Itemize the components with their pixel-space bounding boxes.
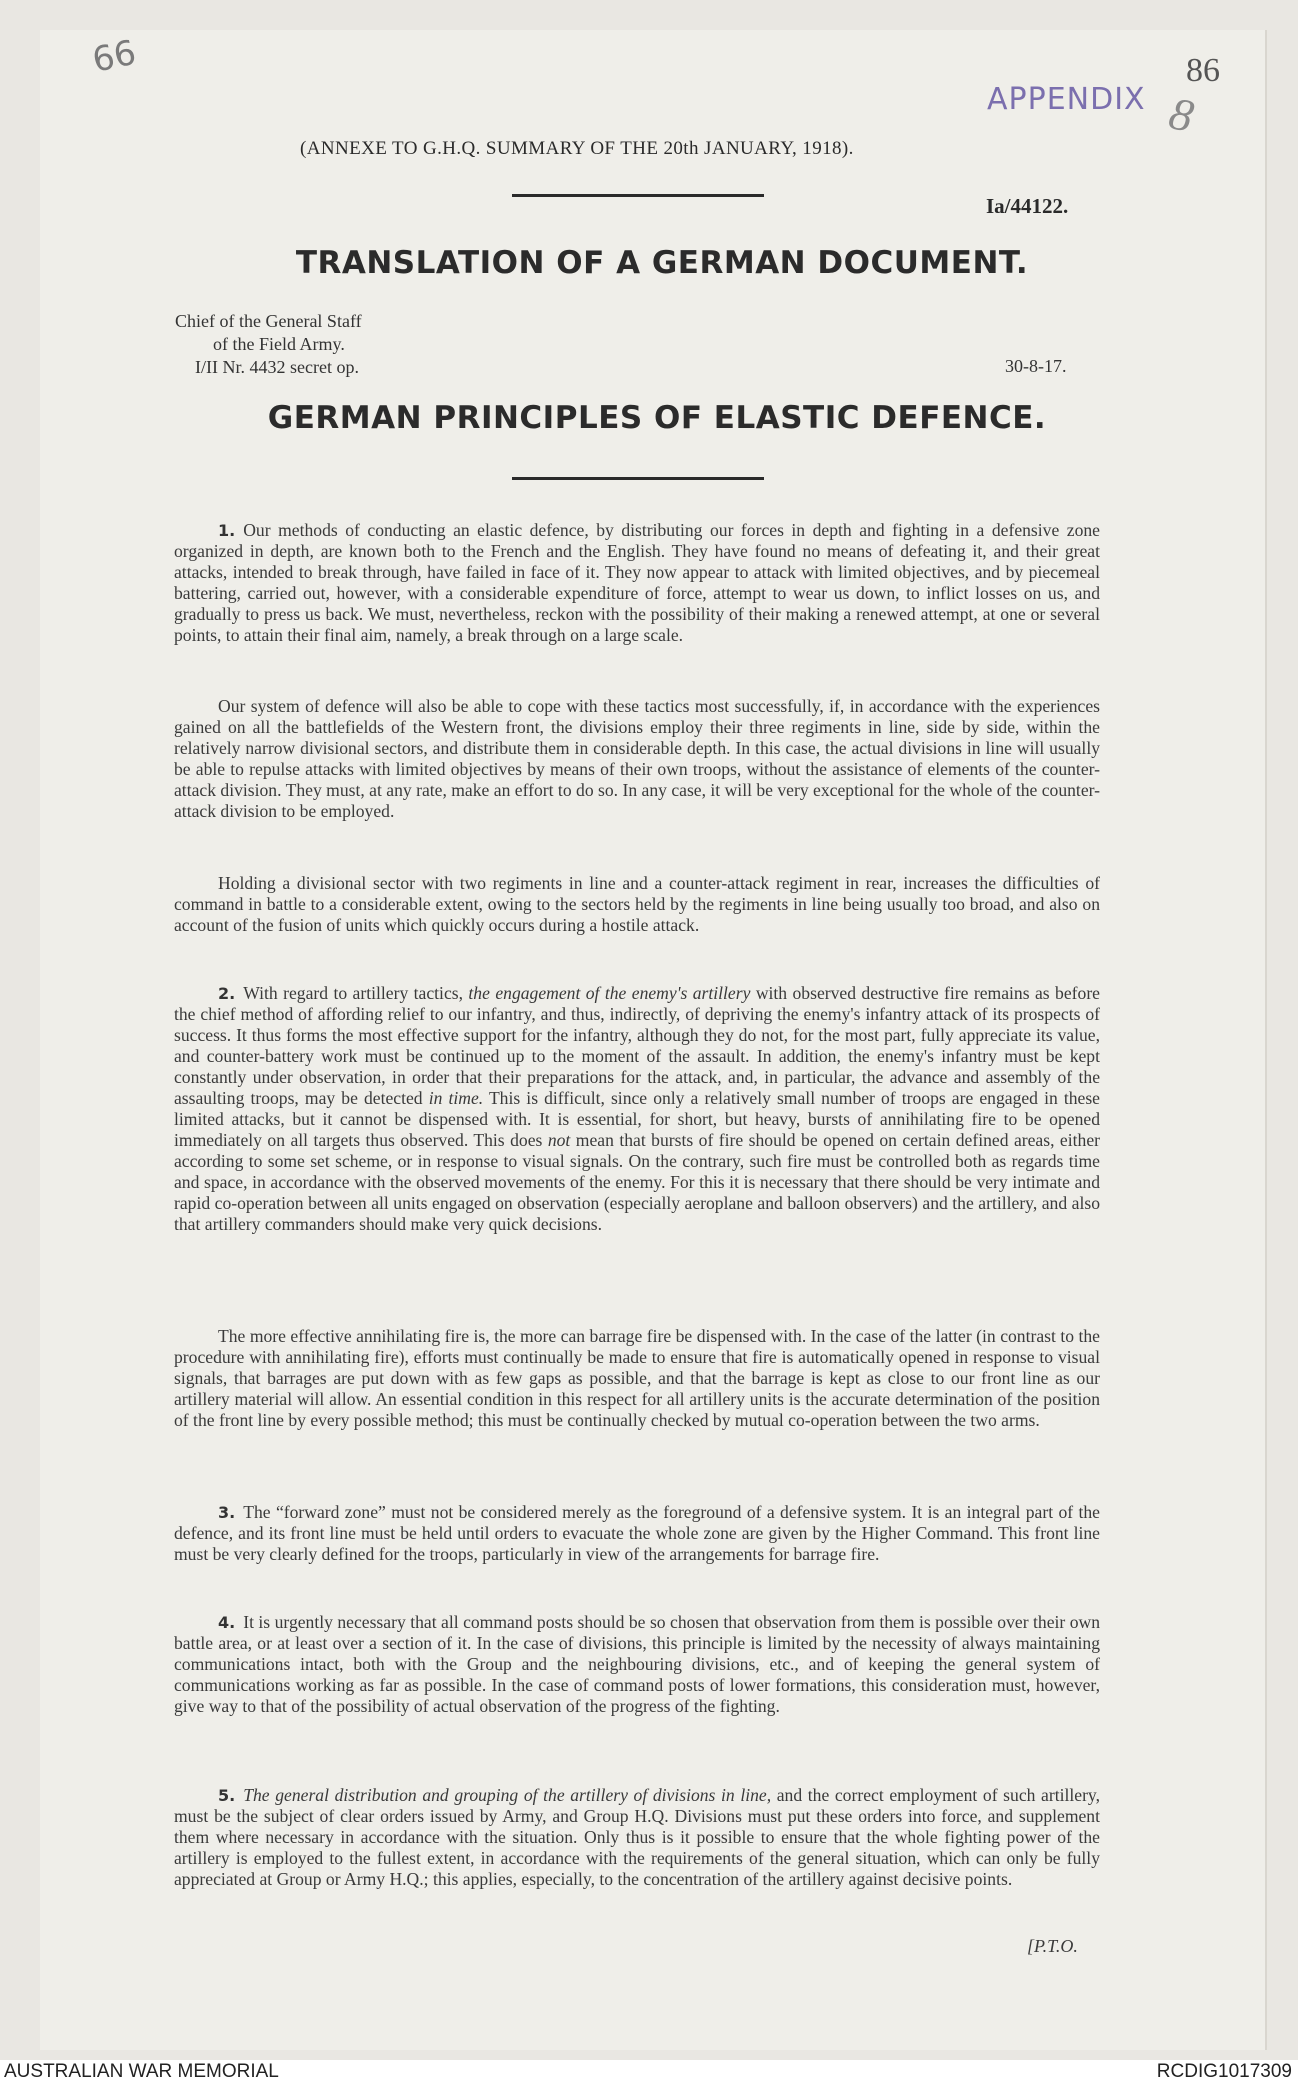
paragraph (174, 1326, 1100, 1431)
sender-line: of the Field Army. (213, 334, 345, 354)
annexe-line: (ANNEXE TO G.H.Q. SUMMARY OF THE 20th JANUARY, 1918). (300, 138, 854, 159)
paragraph-text: with observed destructive fire remains as before the chief method of affording relief to our infantry, and thus, indirectly, of depriving the enemy's infantry attack of its prospects of success. It thus forms the most effective support for the infantry, although they do not, for the most part, fully appreciate its value, and counter-battery work must be continued up to the moment of the assault. In addition, the enemy's infantry must be kept constantly under observation, in order that their preparations for the attack, and, in particular, the advance and assembly of the assaulting troops, may be detected (174, 983, 1100, 1108)
section-number: 3. (218, 1503, 236, 1522)
sender-line: Chief of the General Staff (175, 311, 362, 331)
footer-bar (0, 2060, 1298, 2082)
appendix-stamp: APPENDIX (987, 82, 1146, 117)
footer-identifier: RCDIG1017309 (1156, 2061, 1292, 2082)
emphasis-text: The general distribution and grouping of the artillery of divisions in line, (243, 1785, 772, 1805)
paragraph (174, 1785, 1100, 1890)
emphasis-text: in time. (428, 1088, 484, 1108)
please-turn-over: [P.T.O. (1027, 1936, 1078, 1956)
emphasis-text: not (547, 1130, 571, 1150)
pencil-page-number-left: 99 (88, 29, 139, 79)
paragraph (174, 1502, 1100, 1565)
sender-block (175, 310, 362, 379)
section-number: 4. (218, 1613, 236, 1632)
paragraph (174, 983, 1100, 1235)
paragraph-text: This is difficult, since only a relatively small number of troops are engaged in these limited attacks, but it cannot be dispensed with. It is essential, for short, but heavy, bursts of annihilating fire to be opened immediately on all targets thus observed. This does (174, 1088, 1100, 1150)
emphasis-text: the engagement of the enemy's artillery (468, 983, 751, 1003)
subtitle-divider (512, 477, 764, 480)
pencil-mark: 8 (1164, 87, 1199, 142)
paragraph-text: Our system of defence will also be able to cope with these tactics most successfully, if, in accordance with the experiences gained on all the battlefields of the Western front, the divisions employ their three regiments in line, side by side, within the relatively narrow divisional sectors, and distribute them in considerable depth. In this case, the actual divisions in line will usually be able to repulse attacks with limited objectives by means of their own troops, without the assistance of elements of the counter-attack division. They must, at any rate, make an effort to do so. In any case, it will be very exceptional for the whole of the counter-attack division to be employed. (174, 696, 1100, 821)
sender-line: I/II Nr. 4432 secret op. (195, 357, 359, 377)
document-title: TRANSLATION OF A GERMAN DOCUMENT. (295, 245, 1029, 281)
paragraph-text: The “forward zone” must not be considered merely as the foreground of a defensive system. It is an integral part of the defence, and its front line must be held until orders to evacuate the whole zone are given by the Higher Command. This front line must be very clearly defined for the troops, particularly in view of the arrangements for barrage fire. (174, 1502, 1100, 1564)
section-number: 5. (218, 1786, 236, 1805)
document-date: 30-8-17. (1005, 356, 1067, 376)
paragraph-text: mean that bursts of fire should be opened on certain defined areas, either according to some set scheme, or in response to visual signals. On the contrary, such fire must be controlled both as regards time and space, in accordance with the observed movements of the enemy. For this it is necessary that there should be very intimate and rapid co-operation between all units engaged on observation (especially aeroplane and balloon observers) and the artillery, and also that artillery commanders should make very quick decisions. (174, 1130, 1100, 1234)
paragraph-text: The more effective annihilating fire is, the more can barrage fire be dispensed with. In the case of the latter (in contrast to the procedure with annihilating fire), efforts must continually be made to ensure that fire is automatically opened in response to visual signals, that barrages are put down with as few gaps as possible, and that the barrage is kept as close to our front line as our artillery material will allow. An essential condition in this respect for all artillery units is the accurate determination of the position of the front line by every possible method; this must be continually checked by mutual co-operation between the two arms. (174, 1326, 1100, 1430)
document-subtitle: GERMAN PRINCIPLES OF ELASTIC DEFENCE. (267, 400, 1047, 436)
paragraph-text: and the correct employment of such artillery, must be the subject of clear orders issued by Army, and Group H.Q. Divisions must put these orders into force, and supplement them where necessary in accordance with the situation. Only thus is it possible to ensure that the whole fighting power of the artillery is employed to the fullest extent, in accordance with the requirements of the general situation, which can only be fully appreciated at Group or Army H.Q.; this applies, especially, to the concentration of the artillery against decisive points. (174, 1785, 1100, 1889)
paragraph-text: Our methods of conducting an elastic defence, by distributing our forces in depth and fighting in a defensive zone organized in depth, are known both to the French and the English. They have found no means of defeating it, and their great attacks, intended to break through, have failed in face of it. They now appear to attack with limited objectives, and by piecemeal battering, carried out, however, with a considerable expenditure of force, attempt to wear us down, to inflict losses on us, and gradually to press us back. We must, nevertheless, reckon with the possibility of their making a renewed attempt, at one or several points, to attain their final aim, namely, a break through on a large scale. (174, 520, 1100, 645)
pencil-page-number-right: 86 (1186, 52, 1220, 89)
section-number: 1. (218, 521, 236, 540)
paragraph-text: With regard to artillery tactics, (243, 983, 463, 1003)
section-number: 2. (218, 984, 236, 1003)
paragraph (174, 520, 1100, 646)
paragraph-text: It is urgently necessary that all command posts should be so chosen that observation from them is possible over their own battle area, or at least over a section of it. In the case of divisions, this principle is limited by the necessity of always maintaining communications intact, both with the Group and the neighbouring divisions, etc., and of keeping the general system of communications working as far as possible. In the case of command posts of lower formations, this consideration must, however, give way to that of the possibility of actual observation of the progress of the fighting. (174, 1612, 1100, 1716)
reference-number: Ia/44122. (986, 194, 1069, 218)
paragraph-text: Holding a divisional sector with two regiments in line and a counter-attack regiment in rear, increases the difficulties of command in battle to a considerable extent, owing to the sectors held by the regiments in line being usually too broad, and also on account of the fusion of units which quickly occurs during a hostile attack. (174, 873, 1100, 935)
paragraph (174, 873, 1100, 936)
paragraph (174, 1612, 1100, 1717)
header-divider (512, 194, 764, 197)
paragraph (174, 696, 1100, 822)
footer-institution: AUSTRALIAN WAR MEMORIAL (4, 2061, 279, 2082)
